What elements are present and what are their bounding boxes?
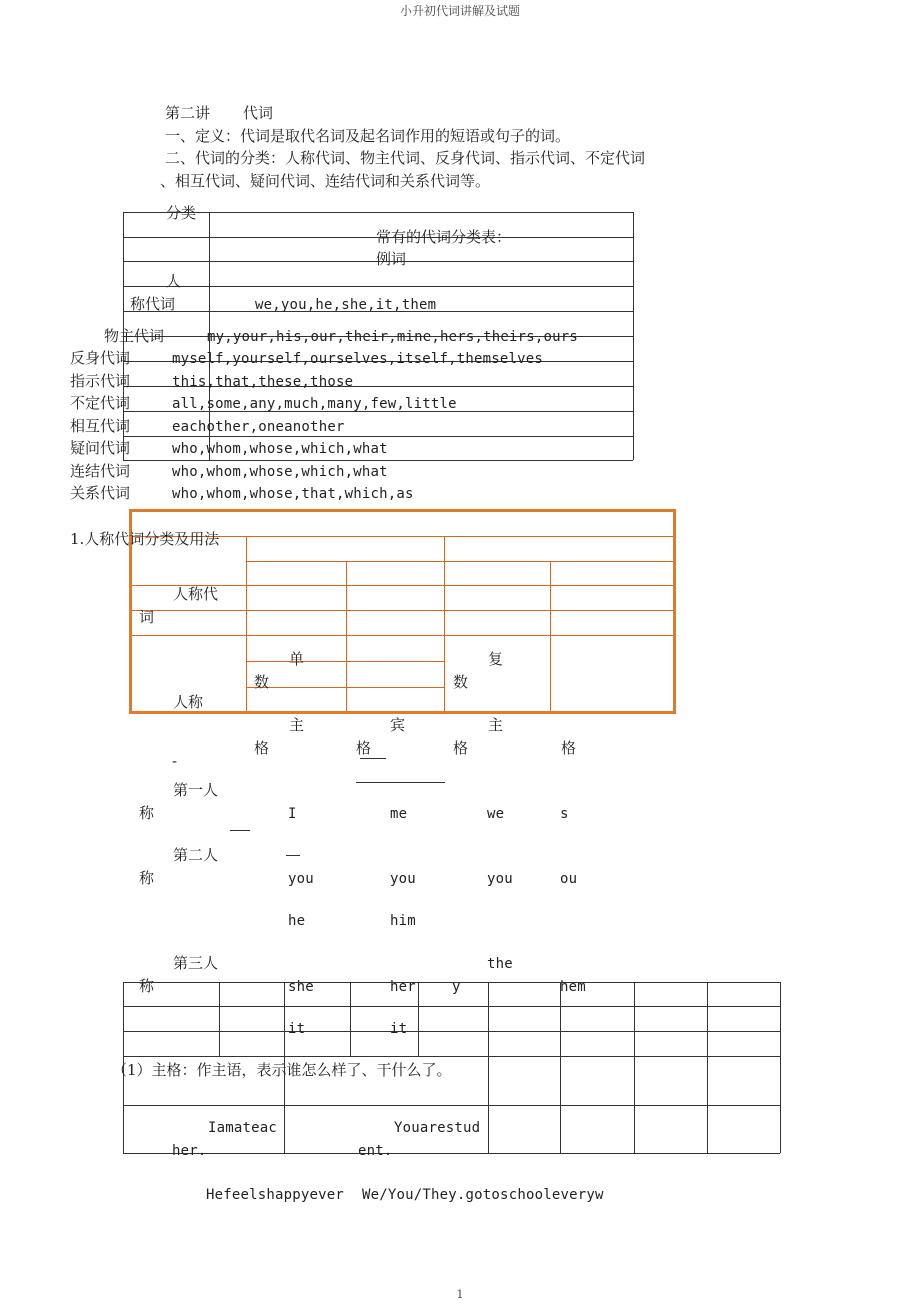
classification-line-2: 、相互代词、疑问代词、连结代词和关系代词等。 [160,172,491,190]
table1-row-category: 关系代词 [70,484,131,502]
plural-label-bottom: 数 [453,673,469,691]
table1-row-examples: who,whom,whose,which,what [172,441,388,457]
case-suffix: 格 [356,739,372,757]
example-sentence-2a: Youarestud [394,1120,481,1136]
third-person-plural-object: hem [560,979,586,995]
lecture-number: 第二讲 [165,104,211,122]
first-person-label: 第一人 [173,781,219,799]
example-sentence-3: Hefeelshappyever [206,1187,345,1203]
case-subject-top: 主 [289,716,305,734]
table1-row-examples: who,whom,whose,which,what [172,464,388,480]
underline-mark [356,782,445,783]
underline-mark [230,830,250,831]
dash-mark: - [172,752,178,770]
table2-label-bottom: 词 [139,608,155,626]
plural-label-top: 复 [488,650,504,668]
table1-row-examples: eachother,oneanother [172,419,345,435]
table1-col-examples: 例词 [376,250,407,268]
third-person-she-subject: she [288,979,314,995]
third-person-it-subject: it [288,1021,306,1037]
example-sentence-1b: her. [172,1143,207,1159]
table1-caption: 常有的代词分类表： [376,228,512,246]
table1-row-examples: this,that,these,those [172,374,354,390]
case-subject2-top: 主 [488,716,504,734]
example-sentence-4: We/You/They.gotoschooleveryw [362,1187,604,1203]
page-number: 1 [456,1288,464,1301]
person-label: 人称 [173,693,204,711]
example-sentence-1a: Iamateac [208,1120,278,1136]
first-person-object: me [390,806,408,822]
third-person-it-object: it [390,1021,408,1037]
third-person-plural-fragment: y [452,979,461,995]
table1-row-category: 不定代词 [70,394,131,412]
third-person-he-subject: he [288,913,306,929]
third-person-plural-subject: the [487,956,513,972]
table1-row-category: 连结代词 [70,462,131,480]
first-person-plural-object: s [560,806,569,822]
underline-mark [360,758,386,759]
table1-row-examples: we,you,he,she,it,them [255,297,437,313]
third-person-she-object: her [390,979,416,995]
second-person-label: 第二人 [173,846,219,864]
second-person-plural-subject: you [487,871,513,887]
example-sentence-2b: ent. [358,1143,393,1159]
table1-row-category: 相互代词 [70,417,131,435]
singular-label-top: 单 [289,650,305,668]
subject-case-usage: （1）主格：作主语，表示谁怎么样了、干什么了。 [112,1061,452,1079]
first-person-subject: I [288,806,297,822]
section1-title: 1.人称代词分类及用法 [70,530,220,548]
table1-row-examples: my,your,his,our,their,mine,hers,theirs,ours [207,329,579,345]
table1-row-examples: who,whom,whose,that,which,as [172,486,414,502]
underline-mark [286,855,300,856]
table1-row-category-top: 人 [166,272,182,290]
second-person-plural-object: ou [560,871,578,887]
person-suffix: 称 [139,977,155,995]
table1-row-category: 反身代词 [70,349,131,367]
classification-line-1: 二、代词的分类：人称代词、物主代词、反身代词、指示代词、不定代词 [165,149,646,167]
table2-label-top: 人称代 [173,585,219,603]
table1-row-examples: myself,yourself,ourselves,itself,themselves [172,351,544,367]
third-person-he-object: him [390,913,416,929]
page-header-title: 小升初代词讲解及试题 [399,4,520,18]
second-person-object: you [390,871,416,887]
table1-row-category: 物主代词 [104,327,165,345]
first-person-plural-subject: we [487,806,505,822]
definition-text: 一、定义：代词是取代名词及起名词作用的短语或句子的词。 [165,127,571,145]
third-person-label: 第三人 [173,954,219,972]
person-suffix: 称 [139,869,155,887]
case-suffix: 格 [254,739,270,757]
table1-row-examples: all,some,any,much,many,few,little [172,396,457,412]
table1-col-category: 分类 [166,204,197,222]
case-suffix: 格 [453,739,469,757]
singular-label-bottom: 数 [254,673,270,691]
table1-row-category: 称代词 [130,295,176,313]
case-suffix: 格 [561,739,577,757]
person-suffix: 称 [139,804,155,822]
second-person-subject: you [288,871,314,887]
case-object-top: 宾 [390,716,406,734]
lecture-topic: 代词 [243,104,274,122]
table1-row-category: 疑问代词 [70,439,131,457]
table1-row-category: 指示代词 [70,372,131,390]
